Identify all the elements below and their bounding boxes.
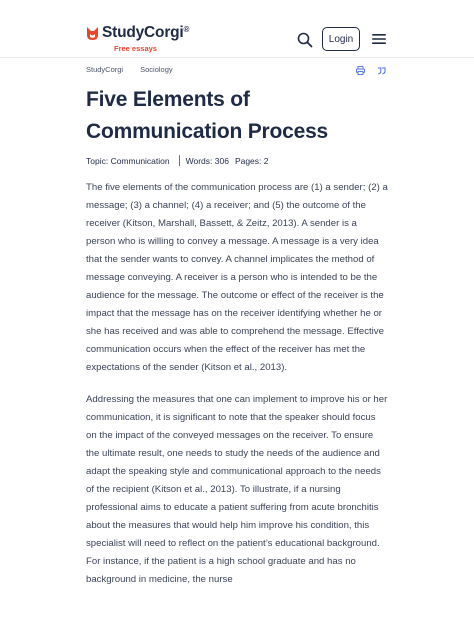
corgi-logo-icon — [86, 26, 99, 41]
meta-divider — [179, 155, 180, 166]
brand-tagline: Free essays — [114, 44, 157, 53]
article-title: Five Elements of Communication Process — [86, 88, 329, 143]
cite-icon[interactable] — [377, 66, 386, 75]
breadcrumb-category[interactable]: Sociology — [140, 65, 173, 74]
studycorgi-logo[interactable] — [86, 25, 189, 41]
article-meta — [86, 155, 269, 166]
paragraph: The five elements of the communication process are (1) a sender; (2) a message; (3) a channel; (4) a receiver; and (5) the outcome of the receiver (Kitson, Marshall, Bassett, & Zeitz, 2013). A sender is a person who is willing to convey a message. A message is a very idea that the sender wants to convey. A channel implicates the method of message conveying. A receiver is a person who is intended to be the audience for the message. The outcome or effect of the receiver is the impact that the message has on the receiver identifying whether he or she has received and was able to comprehend the message. Effective communication occurs when the effect of the receiver has met the expectations of the sender (Kitson et al., 2013). — [86, 182, 388, 373]
breadcrumb-home[interactable]: StudyCorgi — [86, 65, 124, 74]
paragraph: Addressing the measures that one can implement to improve his or her communication, it is significant to note that the speaker should focus on the impact of the conveyed messages on the receiver. To ensure the ultimate result, one needs to study the needs of the audience and adapt the speaking style and communicational approach to the needs of the recipient (Kitson et al., 2013). To illustrate, if a nursing professional aims to educate a patient suffering from acute bronchitis about the measures that would help him improve his condition, this specialist will need to reflect on the patient’s educational background. For instance, if the patient is a high school graduate and has no background in medicine, the nurse — [86, 394, 388, 585]
article-body — [86, 179, 388, 603]
word-count: Words: 306 — [185, 155, 229, 166]
login-button[interactable]: Login — [322, 27, 360, 51]
brand-name: StudyCorgi — [102, 24, 184, 41]
page-count: Pages: 2 — [234, 155, 269, 166]
article-tools — [356, 66, 386, 75]
menu-icon — [372, 33, 386, 45]
site-header — [0, 0, 474, 58]
registered-mark: ® — [183, 25, 190, 34]
search-icon — [297, 32, 313, 48]
menu-button[interactable] — [372, 33, 386, 45]
topic-label[interactable]: Topic: Communication — [86, 155, 170, 166]
print-icon[interactable] — [356, 66, 365, 75]
search-button[interactable] — [296, 31, 314, 49]
breadcrumb — [86, 65, 173, 74]
